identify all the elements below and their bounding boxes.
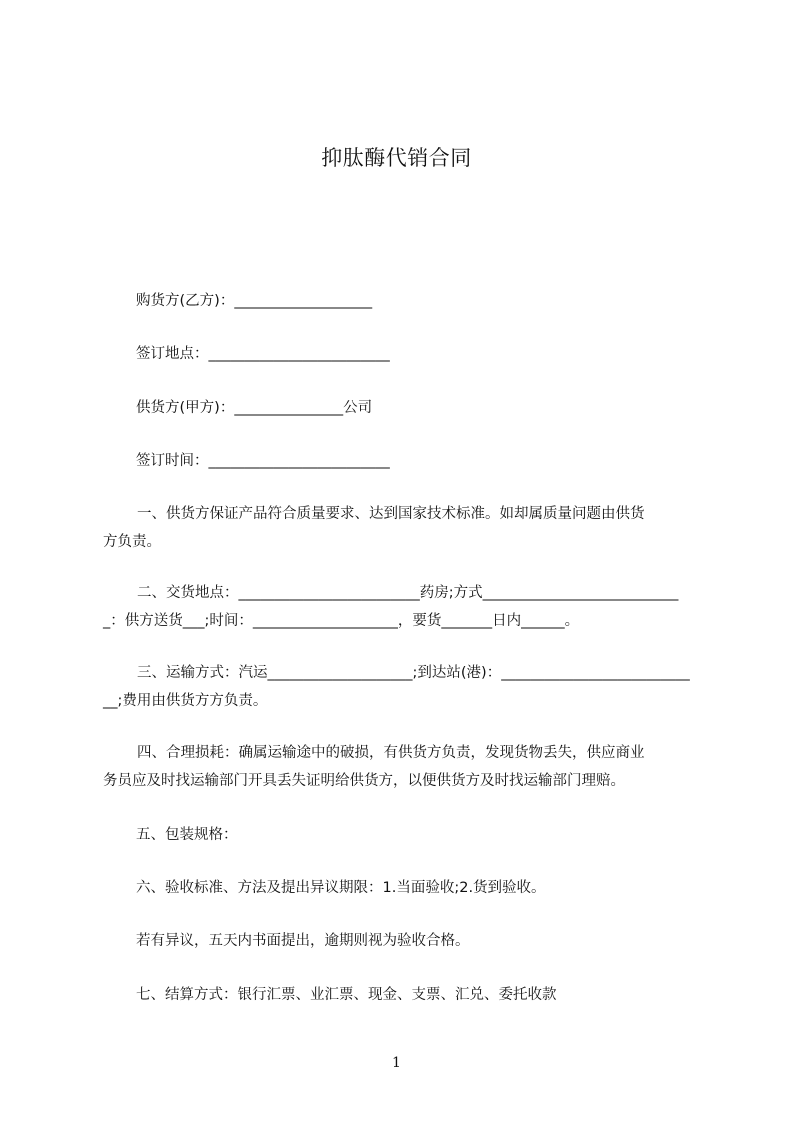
- clause-4: [103, 739, 706, 795]
- clause-2-text-1: 二、交货地点：_________________________药房;方式___________________________: [137, 585, 679, 601]
- sign-time-field: 签订时间：_________________________: [136, 453, 390, 469]
- clause-3-line-1: [103, 659, 706, 687]
- clause-7: 七、结算方式：银行汇票、业汇票、现金、支票、汇兑、委托收款: [136, 987, 557, 1003]
- clause-3-text-1: 三、运输方式：汽运____________________;到达站(港)：__________________________: [137, 665, 690, 681]
- document-title: 抑肽酶代销合同: [321, 146, 472, 170]
- clause-2-line-2: _：供方送货___;时间：____________________，要货_______日内______。: [103, 613, 580, 629]
- clause-3: [103, 659, 706, 715]
- clause-4-line-1: [103, 739, 706, 767]
- sign-place-field: 签订地点：_________________________: [136, 346, 390, 362]
- clause-1-line-1: [103, 500, 706, 528]
- clause-1-text-1: 一、供货方保证产品符合质量要求、达到国家技术标准。如却属质量问题由供货: [137, 506, 645, 522]
- clause-3-line-2: __;费用由供货方方负责。: [103, 693, 268, 709]
- buyer-field: 购货方(乙方)：___________________: [136, 293, 373, 309]
- clause-6: 六、验收标准、方法及提出异议期限：1.当面验收;2.货到验收。: [136, 880, 546, 896]
- clause-4-line-2: 务员应及时找运输部门开具丢失证明给供货方，以便供货方及时找运输部门理赔。: [103, 773, 625, 789]
- clause-1: [103, 500, 706, 556]
- supplier-field: 供货方(甲方)：_______________公司: [136, 400, 373, 416]
- clause-1-line-2: 方负责。: [103, 534, 161, 550]
- clause-2: [103, 579, 706, 635]
- page-number: 1: [392, 1055, 401, 1071]
- clause-5: 五、包装规格：: [136, 827, 238, 843]
- clause-4-text-1: 四、合理损耗：确属运输途中的破损，有供货方负责，发现货物丢失，供应商业: [137, 745, 645, 761]
- clause-6-note: 若有异议，五天内书面提出，逾期则视为验收合格。: [136, 933, 470, 949]
- clause-2-line-1: [103, 579, 706, 607]
